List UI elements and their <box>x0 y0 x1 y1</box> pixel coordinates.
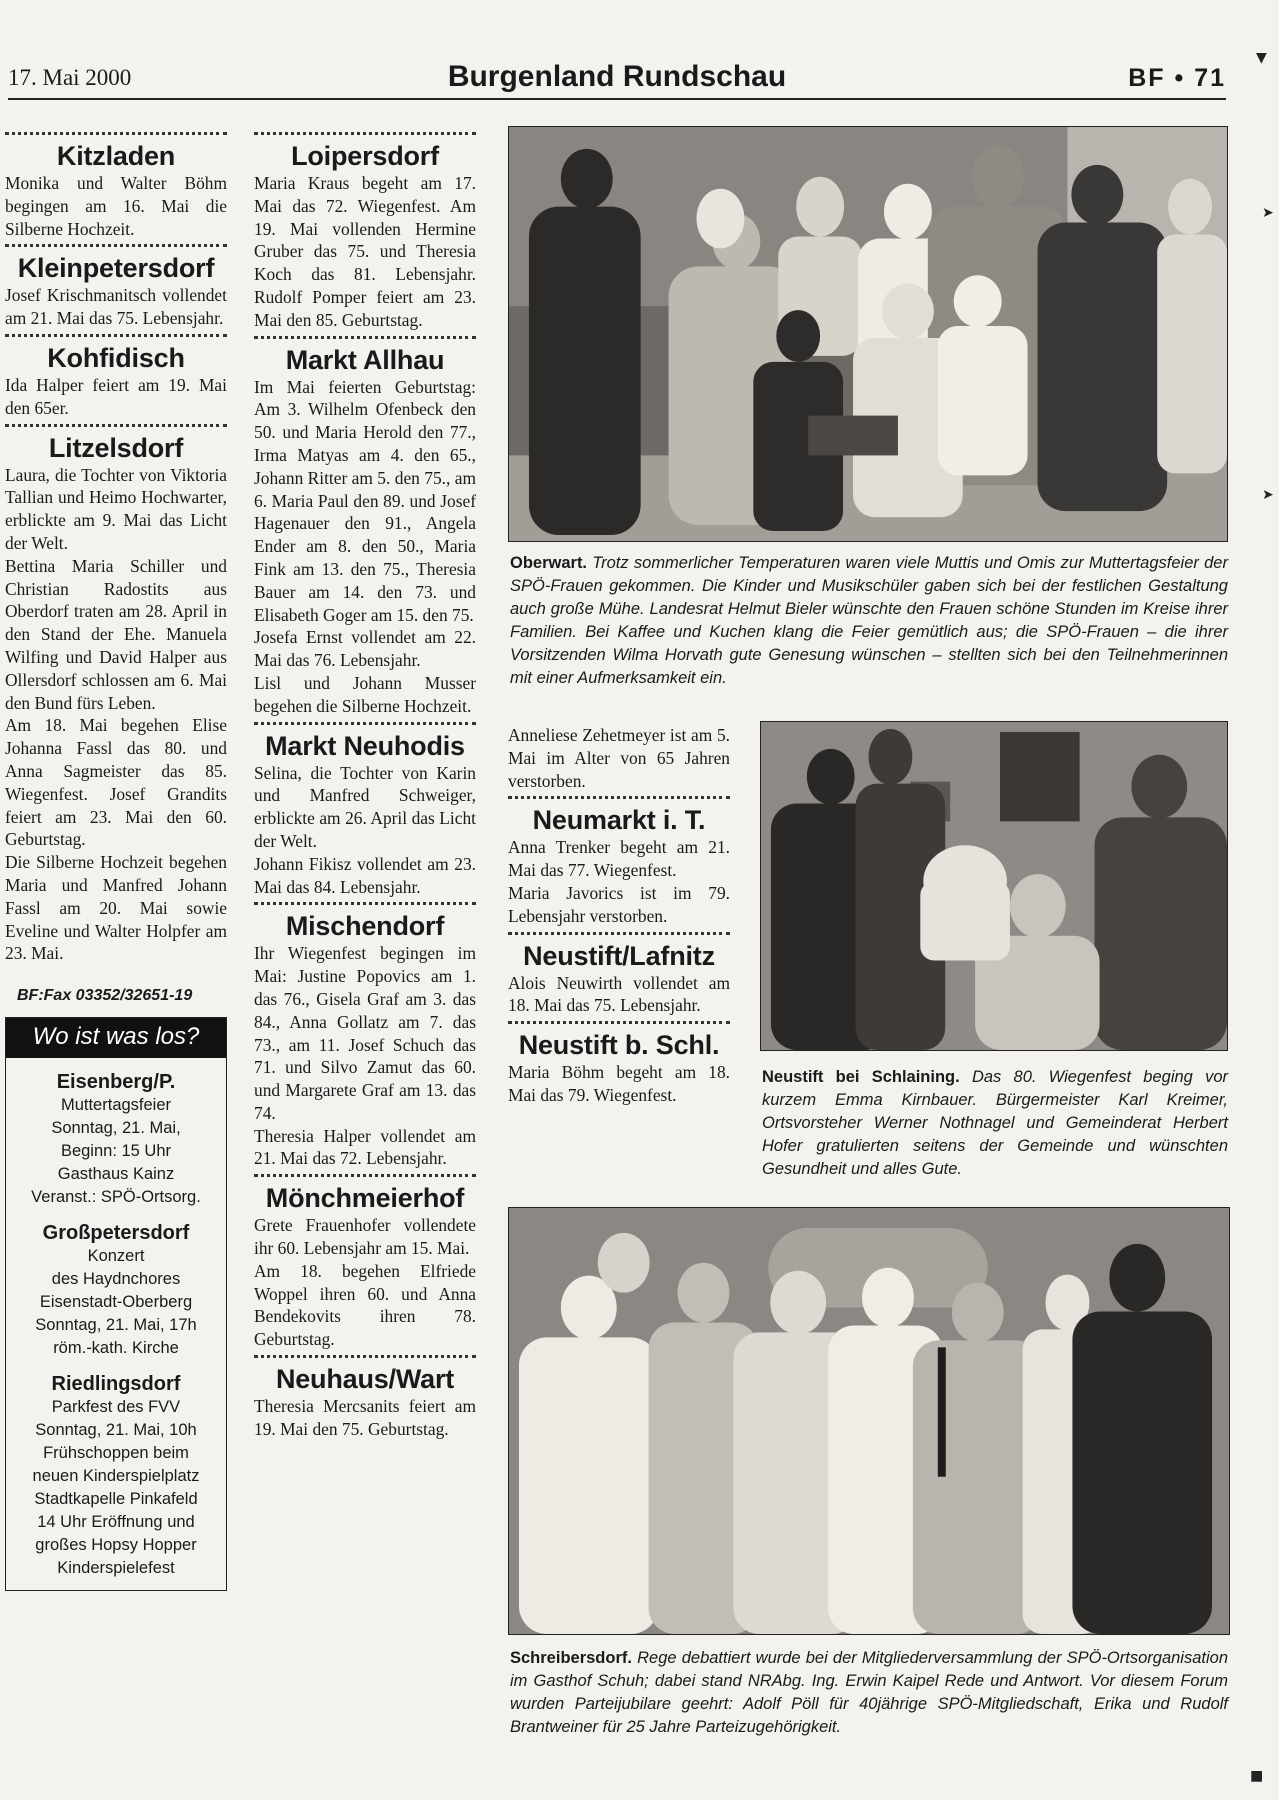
caption-neustift <box>762 1066 1228 1181</box>
photo-schreibersdorf <box>508 1207 1230 1635</box>
caption-text: Trotz sommerlicher Temperaturen waren viele Muttis und Omis zur Muttertagsfeier der SPÖ-Frauen gekommen. Die Kinder und Musikschüler gaben sich bei der festlichen Gestaltung auch große Mühe. Landesrat Helmut Bieler wünschte den Frauen schöne Stunden im Kreise ihrer Familien. Bei Kaffee und Kuchen klang die Feier gemütlich aus; die SPÖ-Frauen – die ihrer Vorsitzenden Wilma Horvath gute Genesung wünschen – stellten sich bei den Teilnehmerinnen mit einer Aufmerksamkeit ein. <box>510 554 1228 687</box>
news-item: Lisl und Johann Musser begehen die Silberne Hochzeit. <box>254 672 476 716</box>
events-box <box>5 1017 227 1591</box>
news-item: Josefa Ernst vollendet am 22. Mai das 76. Lebensjahr. <box>254 627 476 671</box>
dotted-divider <box>254 132 476 140</box>
news-item: Im Mai feierten Geburtstag: Am 3. Wilhelm Ofenbeck den 50. und Maria Herold den 77., Irma Matyas am 4. den 65., Johann Ritter am 5. den 75., am 6. Maria Paul den 89. und Josef Hagenauer den 91., Angela Ender am 8. den 50., Maria Fink am 13. den 75., Theresia Bauer am 14. den 73. und Elisabeth Goger am 15. den 75. <box>254 376 476 625</box>
news-item: Grete Frauenhofer vollendete ihr 60. Lebensjahr am 15. Mai. <box>254 1215 476 1259</box>
dotted-divider <box>254 1174 476 1182</box>
column-middle <box>254 128 476 1441</box>
page-header <box>8 60 1226 100</box>
news-item: Die Silberne Hochzeit begehen Maria und Manfred Johann Fassl am 20. Mai sowie Eveline und Walter Holpfer am 23. Mai. <box>5 852 227 964</box>
news-item: Bettina Maria Schiller und Christian Radostits aus Oberdorf traten am 28. April in den Stand der Ehe. Manuela Wilfing und David Halper aus Ollersdorf schlossen am 6. Mai den Bund fürs Leben. <box>5 555 227 713</box>
town-heading: Markt Allhau <box>285 344 445 375</box>
event-line: des Haydnchores <box>51 1270 181 1289</box>
column-left <box>5 128 227 1591</box>
town-heading: Litzelsdorf <box>48 432 184 463</box>
dotted-divider <box>508 932 730 940</box>
dotted-divider <box>508 1021 730 1029</box>
event-place: Großpetersdorf <box>42 1222 190 1245</box>
news-item: Anneliese Zehetmeyer ist am 5. Mai im Alter von 65 Jahren verstorben. <box>508 725 730 791</box>
event-line: Gasthaus Kainz <box>57 1165 175 1184</box>
photo-neustift <box>760 721 1228 1051</box>
town-heading: Neustift/Lafnitz <box>523 940 715 971</box>
news-item: Maria Böhm begeht am 18. Mai das 79. Wiegenfest. <box>508 1062 730 1105</box>
town-heading: Neuhaus/Wart <box>275 1364 455 1395</box>
news-item: Laura, die Tochter von Viktoria Tallian und Heimo Hochwarter, erblickte am 9. Mai das Licht der Welt. <box>5 464 227 553</box>
dotted-divider <box>254 336 476 344</box>
event-line: Muttertagsfeier <box>60 1096 172 1115</box>
fax-number: BF:Fax 03352/32651-19 <box>17 987 193 1005</box>
page-number: BF • 71 <box>1128 64 1226 92</box>
news-item: Am 18. begehen Elfriede Woppel ihren 60. und Anna Bendekovits ihren 78. Geburtstag. <box>254 1260 476 1350</box>
event-line: 14 Uhr Eröffnung und <box>37 1513 195 1532</box>
event-line: großes Hopsy Hopper <box>35 1536 197 1555</box>
dotted-divider <box>254 902 476 910</box>
caption-text: Das 80. Wiegenfest beging vor kurzem Emma Kirnbauer. Bürgermeister Karl Kreimer, Ortsvorsteher Werner Nothnagel und Gemeinderat Herbert Hofer gratulierten seitens der Gemeinde und wünschten Gesundheit und alles Gute. <box>762 1068 1228 1178</box>
dotted-divider <box>5 244 227 252</box>
dotted-divider <box>5 132 227 140</box>
town-heading: Kleinpetersdorf <box>17 253 215 284</box>
town-heading: Mischendorf <box>285 911 445 942</box>
event-line: Eisenstadt-Oberberg <box>39 1293 193 1312</box>
news-item: Josef Krischmanitsch vollendet am 21. Mai das 75. Lebensjahr. <box>5 285 227 329</box>
event-line: Sonntag, 21. Mai, <box>51 1119 181 1138</box>
news-item: Theresia Mercsanits feiert am 19. Mai den 75. Geburtstag. <box>254 1396 476 1439</box>
event-line: Veranst.: SPÖ-Ortsorg. <box>31 1188 201 1207</box>
events-title: Wo ist was los? <box>6 1018 226 1058</box>
event-line: Stadtkapelle Pinkafeld <box>34 1490 198 1509</box>
caption-lead: Neustift bei Schlaining. <box>762 1068 960 1086</box>
event-line: Konzert <box>87 1247 145 1266</box>
margin-mark-icon: ➤ <box>1262 205 1274 221</box>
newspaper-title: Burgenland Rundschau <box>447 60 787 93</box>
event-place: Eisenberg/P. <box>56 1071 176 1094</box>
event-line: Sonntag, 21. Mai, 17h <box>35 1316 197 1335</box>
event-line: Sonntag, 21. Mai, 10h <box>35 1421 197 1440</box>
news-item: Ida Halper feiert am 19. Mai den 65er. <box>5 374 227 418</box>
town-heading: Mönchmeierhof <box>265 1183 465 1214</box>
photo-oberwart <box>508 126 1228 542</box>
caption-text: Rege debattiert wurde bei der Mitgliederversammlung der SPÖ-Ortsorganisation im Gasthof Schuh; dabei stand NRAbg. Ing. Erwin Kaipel Rede und Antwort. Vor diesem Forum wurden Parteijubilare geehrt: Adolf Pöll für 40jährige SPÖ-Mitgliedschaft, Erika und Rudolf Brantweiner für 25 Jahre Parteizugehörigkeit. <box>510 1649 1228 1736</box>
news-item: Johann Fikisz vollendet am 23. Mai das 84. Lebensjahr. <box>254 853 476 897</box>
news-item: Maria Javorics ist im 79. Lebensjahr verstorben. <box>508 882 730 926</box>
margin-mark-icon: ▼ <box>1256 50 1267 66</box>
event-place: Riedlingsdorf <box>51 1373 181 1396</box>
caption-schreibersdorf <box>510 1647 1228 1739</box>
dotted-divider <box>5 334 227 342</box>
news-item: Am 18. Mai begehen Elise Johanna Fassl das 80. und Anna Sagmeister das 85. Wiegenfest. Josef Grandits feiert am 23. Mai den 60. Geburtstag. <box>5 715 227 850</box>
news-item: Selina, die Tochter von Karin und Manfred Schweiger, erblickte am 26. April das Licht der Welt. <box>254 762 476 851</box>
dotted-divider <box>254 1355 476 1363</box>
margin-mark-icon: ■ <box>1250 1768 1264 1784</box>
margin-mark-icon: ➤ <box>1262 487 1274 503</box>
issue-date: 17. Mai 2000 <box>8 65 132 90</box>
event-line: Frühschoppen beim <box>43 1444 189 1463</box>
news-item: Alois Neuwirth vollendet am 18. Mai das 75. Lebensjahr. <box>508 972 730 1016</box>
event-line: Kinderspielefest <box>57 1559 175 1578</box>
town-heading: Neumarkt i. T. <box>532 805 706 836</box>
event-line: Beginn: 15 Uhr <box>60 1142 172 1161</box>
dotted-divider <box>254 722 476 730</box>
town-heading: Kitzladen <box>56 141 176 171</box>
event-line: Parkfest des FVV <box>51 1398 181 1417</box>
dotted-divider <box>508 796 730 804</box>
caption-lead: Schreibersdorf. <box>510 1649 632 1667</box>
news-item: Theresia Halper vollendet am 21. Mai das 72. Lebensjahr. <box>254 1125 476 1169</box>
news-item: Monika und Walter Böhm begingen am 16. Mai die Silberne Hochzeit. <box>5 173 227 239</box>
town-heading: Loipersdorf <box>291 141 439 171</box>
caption-lead: Oberwart. <box>510 554 588 572</box>
event-line: neuen Kinderspielplatz <box>32 1467 200 1486</box>
town-heading: Kohfidisch <box>47 342 185 373</box>
dotted-divider <box>5 424 227 432</box>
caption-oberwart <box>510 552 1228 690</box>
news-item: Ihr Wiegenfest begingen im Mai: Justine Popovics am 1. das 76., Gisela Graf am 3. das 84., Anna Gollatz am 7. das 73., am 11. Josef Schuch das 71. und Silvo Zamut das 60. und Margarete Graf am 13. das 74. <box>254 943 476 1123</box>
town-heading: Markt Neuhodis <box>265 730 465 761</box>
town-heading: Neustift b. Schl. <box>518 1030 720 1061</box>
news-item: Maria Kraus begeht am 17. Mai das 72. Wiegenfest. Am 19. Mai vollenden Hermine Gruber das 75. und Theresia Koch das 81. Lebensjahr. Rudolf Pomper feiert am 23. Mai den 85. Geburtstag. <box>254 173 476 330</box>
news-item: Anna Trenker begeht am 21. Mai das 77. Wiegenfest. <box>508 837 730 881</box>
column-right-text <box>508 724 730 1107</box>
event-line: röm.-kath. Kirche <box>53 1339 179 1358</box>
